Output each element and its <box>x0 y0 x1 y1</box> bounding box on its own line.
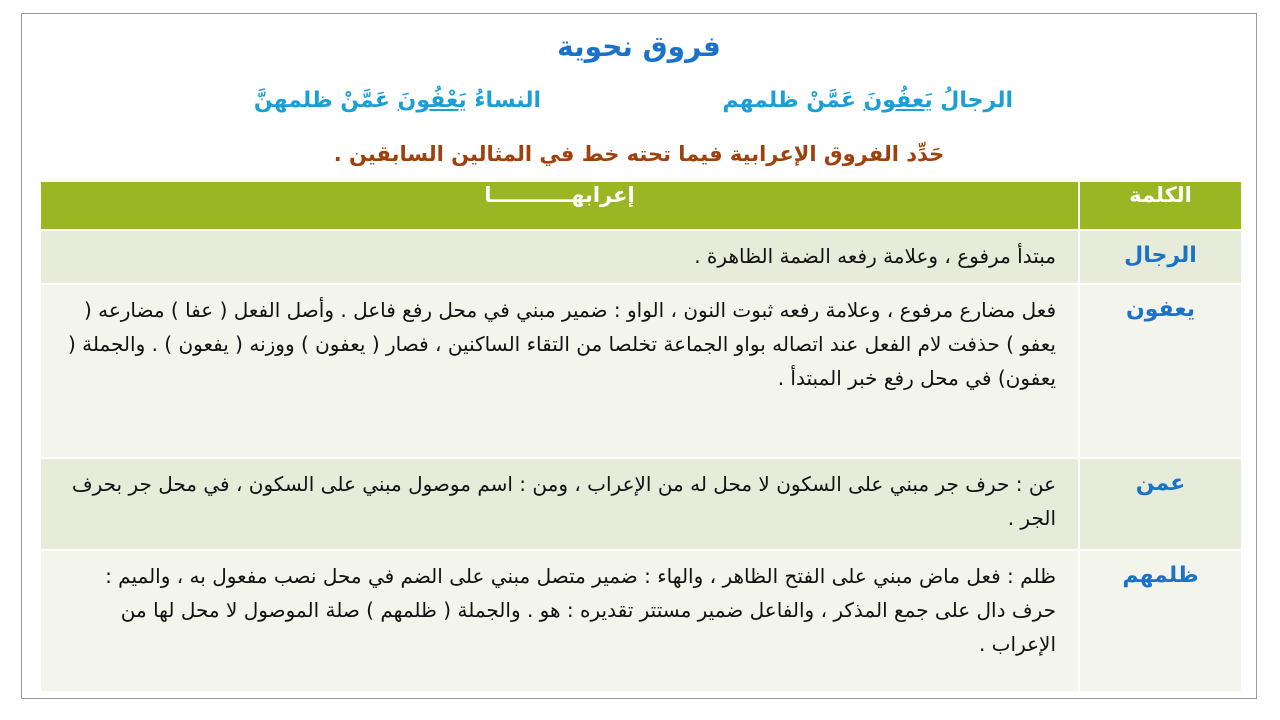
row-parsing: عن : حرف جر مبني على السكون لا محل له من الإعراب ، ومن : اسم موصول مبني على السكون ، في محل جر بحرف الجر . <box>40 458 1079 550</box>
row-word: عمن <box>1079 458 1242 550</box>
row-word: الرجال <box>1079 230 1242 284</box>
table-row <box>40 458 1242 550</box>
slide-title: فروق نحوية <box>557 30 721 63</box>
row-parsing: فعل مضارع مرفوع ، وعلامة رفعه ثبوت النون ، الواو : ضمير مبني في محل رفع فاعل . وأصل الفعل ( عفا ) مضارعه ( يعفو ) حذفت لام الفعل عند اتصاله بواو الجماعة تخلصا من التقاء الساكنين ، فصار ( يعفون ) ووزنه ( يفعون ) . والجملة ( يعفون) في محل رفع خبر المبتدأ . <box>40 284 1079 458</box>
example-verb-underlined: يَعفُونَ <box>863 88 933 113</box>
example-women <box>254 88 541 113</box>
row-word: ظلمهم <box>1079 550 1242 692</box>
example-rest: عَمَّنْ ظلمهنَّ <box>253 88 390 113</box>
example-verb-underlined: يَعْفُونَ <box>397 88 467 113</box>
example-rest: عَمَّنْ ظلمهم <box>722 88 856 113</box>
parsing-table <box>39 180 1243 693</box>
table-row <box>40 550 1242 692</box>
table-header-row <box>40 181 1242 230</box>
row-parsing: ظلم : فعل ماض مبني على الفتح الظاهر ، والهاء : ضمير متصل مبني على الضم في محل نصب مفعول به ، والميم : حرف دال على جمع المذكر ، والفاعل ضمير مستتر تقديره : هو . والجملة ( ظلمهم ) صلة الموصول لا محل لها من الإعراب . <box>40 550 1079 692</box>
row-parsing: مبتدأ مرفوع ، وعلامة رفعه الضمة الظاهرة . <box>40 230 1079 284</box>
slide <box>21 13 1257 699</box>
example-men <box>722 88 1013 113</box>
example-subject: الرجالُ <box>940 88 1013 113</box>
row-word: يعفون <box>1079 284 1242 458</box>
table-row <box>40 230 1242 284</box>
example-subject: النساءُ <box>474 88 541 113</box>
header-word: الكلمة <box>1079 181 1242 230</box>
header-parsing: إعرابهـــــــــــا <box>40 181 1079 230</box>
instruction-text: حَدِّد الفروق الإعرابية فيما تحته خط في المثالين السابقين . <box>333 142 945 166</box>
table-row <box>40 284 1242 458</box>
